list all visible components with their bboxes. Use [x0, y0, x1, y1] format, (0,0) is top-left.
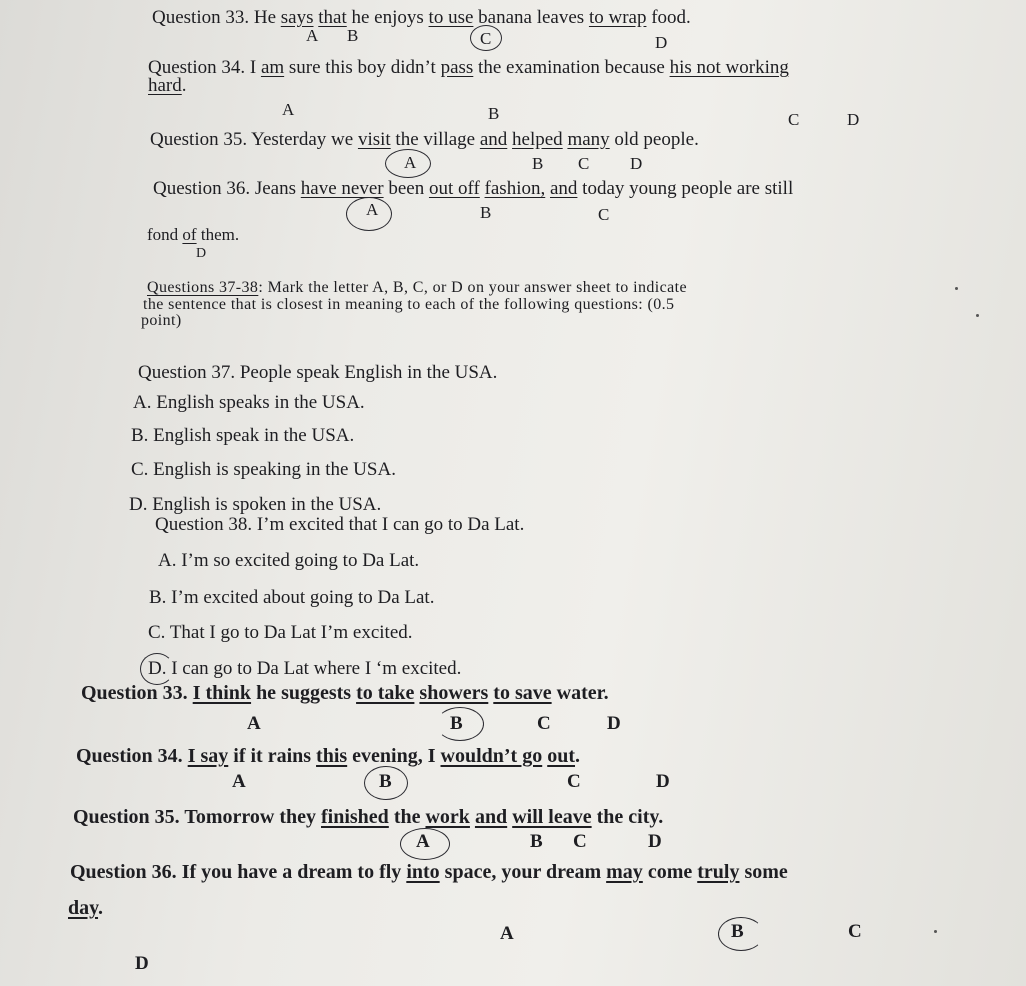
option-letter: A	[306, 26, 319, 45]
stray-mark	[976, 314, 979, 317]
option-letter: C	[788, 110, 800, 129]
q38-option-c: C. That I go to Da Lat I’m excited.	[148, 622, 413, 643]
answer-circle	[470, 25, 502, 51]
answer-circle	[385, 149, 431, 178]
answer-circle	[364, 766, 408, 800]
option-letter: A	[247, 713, 261, 734]
q38-option-d: D. I can go to Da Lat where I ‘m excited.	[148, 658, 462, 679]
option-letter: D	[196, 246, 207, 261]
answer-circle	[346, 197, 392, 231]
answer-circle	[436, 707, 484, 741]
stray-mark	[955, 287, 958, 290]
option-letter: D	[847, 110, 860, 129]
option-letter: B	[532, 154, 544, 173]
answer-circle	[140, 653, 174, 685]
option-letter: A	[416, 831, 430, 852]
option-letter: A	[500, 923, 514, 944]
option-letter: C	[567, 771, 581, 792]
option-letter: C	[537, 713, 551, 734]
instructions-line-3: point)	[141, 312, 182, 329]
q38-option-b: B. I’m excited about going to Da Lat.	[149, 587, 435, 608]
lower-q36-sentence: Question 36. If you have a dream to fly into space, your dream may come truly some	[70, 861, 788, 883]
option-letter: C	[848, 921, 862, 942]
option-letter: B	[379, 771, 392, 792]
upper-q36-sentence-cont: fond of them.	[147, 225, 240, 244]
q37-option-a: A. English speaks in the USA.	[133, 392, 365, 413]
upper-q34-sentence: Question 34. I am sure this boy didn’t pass the examination because his not working	[148, 57, 789, 78]
q37-option-b: B. English speak in the USA.	[131, 425, 355, 446]
option-letter: A	[282, 100, 295, 119]
upper-q35-sentence: Question 35. Yesterday we visit the village and helped many old people.	[150, 129, 699, 150]
option-letter: B	[347, 26, 359, 45]
q37-option-d: D. English is spoken in the USA.	[129, 494, 382, 515]
answer-circle	[400, 828, 450, 860]
option-letter: C	[573, 831, 587, 852]
q38-stem: Question 38. I’m excited that I can go to Da Lat.	[155, 514, 525, 535]
option-letter: C	[578, 154, 590, 173]
upper-q34-sentence-cont: hard.	[148, 75, 187, 96]
upper-q36-sentence: Question 36. Jeans have never been out off fashion, and today young people are still	[153, 178, 794, 199]
upper-q33-sentence: Question 33. He says that he enjoys to use banana leaves to wrap food.	[152, 7, 691, 28]
lower-q34-sentence: Question 34. I say if it rains this evening, I wouldn’t go out.	[76, 745, 581, 767]
option-letter: B	[450, 713, 463, 734]
q37-option-c: C. English is speaking in the USA.	[131, 459, 396, 480]
option-letter: D	[135, 953, 149, 974]
option-letter: D	[648, 831, 662, 852]
q38-option-a: A. I’m so excited going to Da Lat.	[158, 550, 420, 571]
lower-q33-sentence: Question 33. I think he suggests to take showers to save water.	[81, 682, 609, 704]
option-letter: D	[630, 154, 643, 173]
q37-stem: Question 37. People speak English in the USA.	[138, 362, 498, 383]
option-letter: B	[731, 921, 744, 942]
stray-mark	[934, 930, 937, 933]
option-letter: A	[404, 153, 417, 172]
instructions-line-1: Questions 37-38: Mark the letter A, B, C, or D on your answer sheet to indicate	[147, 279, 687, 296]
answer-circle	[718, 917, 764, 951]
option-letter: B	[480, 203, 492, 222]
instructions-line-2: the sentence that is closest in meaning to each of the following questions: (0.5	[143, 296, 675, 313]
lower-q36-sentence-cont: day.	[68, 897, 104, 919]
option-letter: C	[480, 29, 492, 48]
option-letter: A	[232, 771, 246, 792]
option-letter: C	[598, 205, 610, 224]
option-letter: D	[607, 713, 621, 734]
option-letter: B	[530, 831, 543, 852]
option-letter: D	[656, 771, 670, 792]
option-letter: D	[655, 33, 668, 52]
option-letter: A	[366, 200, 379, 219]
option-letter: B	[488, 104, 500, 123]
lower-q35-sentence: Question 35. Tomorrow they finished the work and will leave the city.	[73, 806, 664, 828]
